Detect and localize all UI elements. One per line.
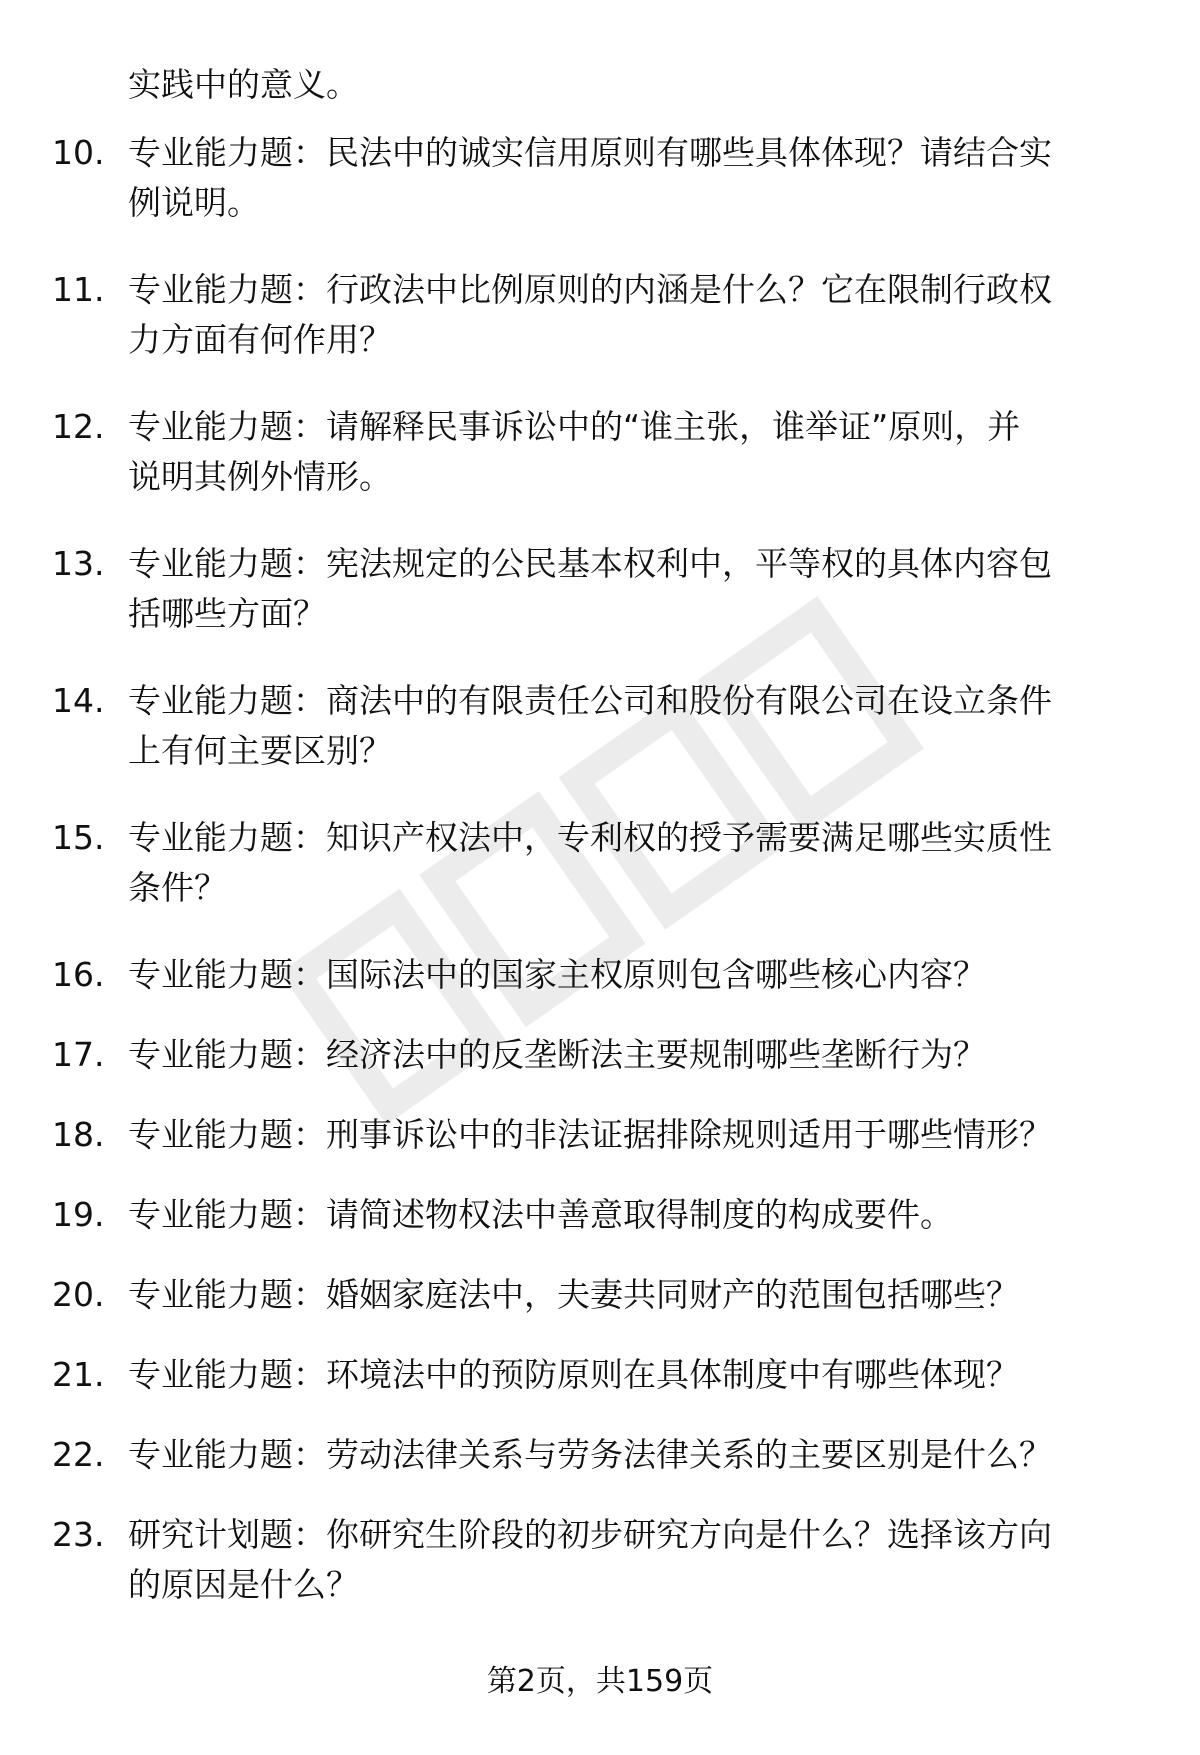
question-text <box>128 1110 1138 1160</box>
question-text-line: 研究计划题：你研究生阶段的初步研究方向是什么？选择该方向 <box>128 1515 1052 1554</box>
question-text-line: 力方面有何作用？ <box>128 320 392 359</box>
question-number: 13. <box>52 544 105 583</box>
question-number: 16. <box>52 955 105 994</box>
question-number: 12. <box>52 407 105 446</box>
question-text-line: 专业能力题：环境法中的预防原则在具体制度中有哪些体现？ <box>128 1355 1019 1394</box>
question-text-line: 专业能力题：行政法中比例原则的内涵是什么？它在限制行政权 <box>128 270 1052 309</box>
question-text <box>128 265 1138 365</box>
question-text-line: 专业能力题：商法中的有限责任公司和股份有限公司在设立条件 <box>128 681 1052 720</box>
question-text <box>128 676 1138 776</box>
question-text-line: 专业能力题：刑事诉讼中的非法证据排除规则适用于哪些情形？ <box>128 1115 1052 1154</box>
question-text <box>128 1510 1138 1610</box>
question-text <box>128 1030 1138 1080</box>
question-number: 20. <box>52 1275 105 1314</box>
page-footer: 第2页，共159页 <box>486 1664 714 1699</box>
question-text <box>128 539 1138 639</box>
question-text-line: 括哪些方面？ <box>128 594 326 633</box>
question-text-line: 例说明。 <box>128 183 260 222</box>
question-text-line: 专业能力题：请解释民事诉讼中的“谁主张，谁举证”原则，并 <box>128 407 1021 446</box>
question-text <box>128 1430 1138 1480</box>
question-number: 10. <box>52 133 105 172</box>
continuation-text: 实践中的意义。 <box>128 65 359 104</box>
question-text <box>128 402 1138 502</box>
question-text-line: 的原因是什么？ <box>128 1565 359 1604</box>
question-text-line: 专业能力题：知识产权法中，专利权的授予需要满足哪些实质性 <box>128 818 1052 857</box>
question-text-line: 专业能力题：国际法中的国家主权原则包含哪些核心内容？ <box>128 955 986 994</box>
question-number: 22. <box>52 1435 105 1474</box>
question-text-line: 专业能力题：劳动法律关系与劳务法律关系的主要区别是什么？ <box>128 1435 1052 1474</box>
question-text <box>128 1190 1138 1240</box>
question-text-line: 上有何主要区别？ <box>128 731 392 770</box>
question-text <box>128 1350 1138 1400</box>
question-text-line: 说明其例外情形。 <box>128 457 392 496</box>
question-number: 19. <box>52 1195 105 1234</box>
question-number: 23. <box>52 1515 105 1554</box>
question-text <box>128 128 1138 228</box>
question-text <box>128 950 1138 1000</box>
question-number: 11. <box>52 270 105 309</box>
question-number: 15. <box>52 818 105 857</box>
question-number: 21. <box>52 1355 105 1394</box>
question-text <box>128 1270 1138 1320</box>
question-text-line: 专业能力题：民法中的诚实信用原则有哪些具体体现？请结合实 <box>128 133 1052 172</box>
question-text-line: 专业能力题：请简述物权法中善意取得制度的构成要件。 <box>128 1195 953 1234</box>
question-number: 18. <box>52 1115 105 1154</box>
question-text-line: 条件？ <box>128 868 227 907</box>
question-number: 17. <box>52 1035 105 1074</box>
question-text-line: 专业能力题：婚姻家庭法中，夫妻共同财产的范围包括哪些？ <box>128 1275 1019 1314</box>
question-number: 14. <box>52 681 105 720</box>
question-text-line: 专业能力题：经济法中的反垄断法主要规制哪些垄断行为？ <box>128 1035 986 1074</box>
question-text-line: 专业能力题：宪法规定的公民基本权利中，平等权的具体内容包 <box>128 544 1052 583</box>
question-text <box>128 813 1138 913</box>
